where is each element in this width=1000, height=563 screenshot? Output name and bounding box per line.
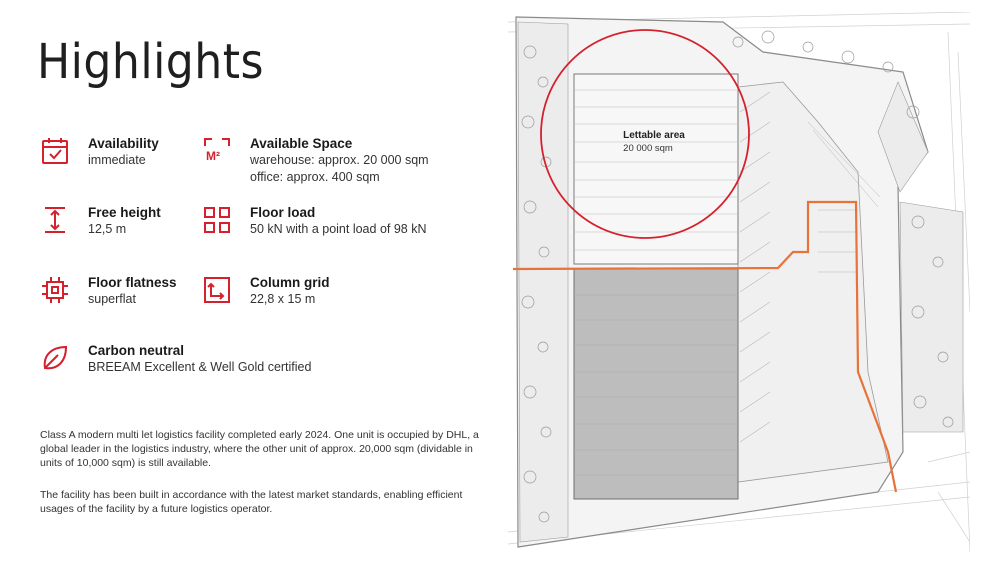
feature-value: 50 kN with a point load of 98 kN <box>250 222 427 236</box>
feature-value: BREEAM Excellent & Well Gold certified <box>88 360 312 374</box>
feature-label: Availability <box>88 136 159 151</box>
feature-value: warehouse: approx. 20 000 sqm <box>250 153 429 167</box>
grid-icon <box>202 205 232 235</box>
height-arrow-icon <box>40 205 70 235</box>
page-title: Highlights <box>37 34 264 90</box>
leaf-icon <box>40 343 70 373</box>
square-meter-icon <box>202 136 232 166</box>
feature-label: Available Space <box>250 136 353 151</box>
feature-value: office: approx. 400 sqm <box>250 170 380 184</box>
description-paragraph-1: Class A modern multi let logistics facility completed early 2024. One unit is occupied by DHL, a global leader in the logistics industry, where the other unit of approx. 20,000 sqm (dividable in units of 10,000 sqm) is still available. <box>40 429 479 469</box>
feature-label: Column grid <box>250 275 330 290</box>
chip-flatness-icon <box>40 275 70 305</box>
lettable-area-label: Lettable area <box>623 130 685 141</box>
svg-text:M²: M² <box>206 149 220 163</box>
feature-label: Carbon neutral <box>88 343 185 358</box>
feature-label: Free height <box>88 205 161 220</box>
calendar-check-icon <box>40 136 70 166</box>
feature-value: superflat <box>88 292 136 306</box>
feature-value: immediate <box>88 153 146 167</box>
column-grid-icon <box>202 275 232 305</box>
site-plan <box>508 12 970 552</box>
feature-value: 22,8 x 15 m <box>250 292 316 306</box>
feature-value: 12,5 m <box>88 222 127 236</box>
feature-label: Floor load <box>250 205 316 220</box>
description-paragraph-2: The facility has been built in accordance with the latest market standards, enabling efficient usages of the facility by a future logistics operator. <box>40 489 463 515</box>
feature-label: Floor flatness <box>88 275 177 290</box>
lettable-area-value: 20 000 sqm <box>623 143 673 154</box>
